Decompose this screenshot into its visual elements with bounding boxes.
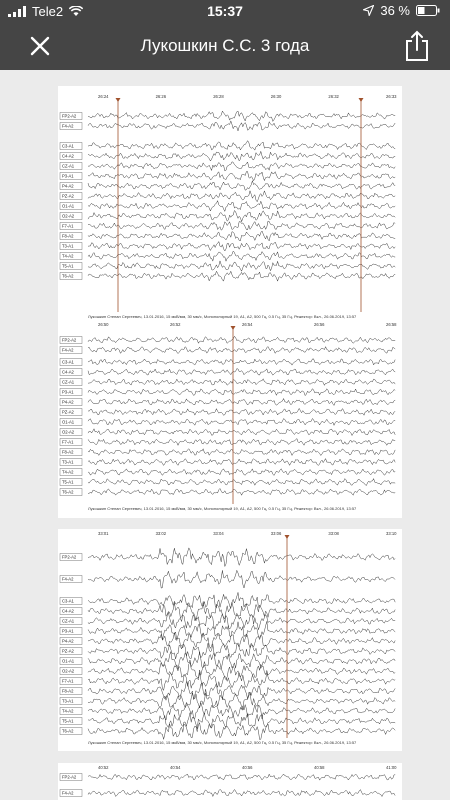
channel-label: C3-A1 xyxy=(62,598,74,604)
share-icon xyxy=(404,30,430,62)
time-mark: 33:08 xyxy=(328,531,339,536)
eeg-trace xyxy=(88,162,395,171)
channel-label: T3-A1 xyxy=(62,243,74,249)
eeg-trace xyxy=(88,121,395,131)
eeg-trace xyxy=(88,261,395,271)
channel-label: P4-A2 xyxy=(62,183,74,189)
event-marker-icon xyxy=(359,98,364,102)
carrier-label: Tele2 xyxy=(32,4,64,19)
channel-label: T6-A2 xyxy=(62,489,74,495)
event-marker-icon xyxy=(116,98,121,102)
eeg-trace xyxy=(88,429,395,436)
close-icon xyxy=(28,34,52,58)
time-mark: 26:28 xyxy=(213,94,224,99)
time-mark: 40:54 xyxy=(170,765,181,770)
channel-label: T3-A1 xyxy=(62,459,74,465)
eeg-trace xyxy=(88,369,395,375)
channel-label: CZ-A1 xyxy=(62,618,75,624)
eeg-trace xyxy=(88,601,395,620)
channel-label: F8-A2 xyxy=(62,449,74,455)
status-bar xyxy=(0,0,450,22)
eeg-trace xyxy=(88,271,395,281)
channel-label: O2-A2 xyxy=(62,668,75,674)
channel-label: FP2-A2 xyxy=(62,774,77,780)
channel-label: O2-A2 xyxy=(62,429,75,435)
eeg-trace xyxy=(88,673,395,691)
eeg-trace xyxy=(88,251,395,261)
channel-label: PZ-A2 xyxy=(62,648,74,654)
eeg-trace xyxy=(88,723,395,740)
channel-label: T3-A1 xyxy=(62,698,74,704)
channel-label: F8-A2 xyxy=(62,688,74,694)
recording-footer: Лукошкин Степан Сергеевич, 13.01.2016, 15 мкВ/мм, 30 мм/с, Монополярный 19, A1, A2, 500 Гц, 0.5 Гц, 35 Гц, Режектор: Вкл., 26.06.2019, 13:57 xyxy=(88,740,357,745)
channel-label: P4-A2 xyxy=(62,399,74,405)
battery-percent: 36 % xyxy=(380,3,410,18)
eeg-trace xyxy=(88,449,395,456)
eeg-trace xyxy=(88,399,395,406)
eeg-trace xyxy=(88,379,395,386)
channel-label: T6-A2 xyxy=(62,273,74,279)
time-mark: 33:10 xyxy=(386,531,397,536)
time-mark: 26:33 xyxy=(386,94,397,99)
channel-label: F4-A2 xyxy=(62,123,74,129)
channel-label: PZ-A2 xyxy=(62,193,74,199)
time-mark: 33:04 xyxy=(213,531,224,536)
eeg-trace xyxy=(88,643,395,659)
eeg-trace xyxy=(88,693,395,711)
event-marker-icon xyxy=(285,535,290,539)
channel-label: O1-A1 xyxy=(62,658,75,664)
channel-label: P3-A1 xyxy=(62,628,74,634)
eeg-trace xyxy=(88,662,395,680)
channel-label: C3-A1 xyxy=(62,143,74,149)
eeg-trace xyxy=(88,141,395,150)
eeg-trace xyxy=(88,789,395,796)
recording-footer: Лукошкин Степан Сергеевич, 13.01.2016, 15 мкВ/мм, 30 мм/с, Монополярный 19, A1, A2, 500 Гц, 0.5 Гц, 35 Гц, Режектор: Вкл., 26.06.2019, 13:57 xyxy=(88,314,357,319)
channel-label: T4-A2 xyxy=(62,708,74,714)
close-button[interactable] xyxy=(28,34,52,58)
location-arrow-icon xyxy=(363,5,374,16)
document-viewer[interactable] xyxy=(0,70,450,800)
eeg-trace xyxy=(88,211,395,222)
document-title: Лукошкин С.С. 3 года xyxy=(140,36,310,55)
share-button[interactable] xyxy=(404,30,430,62)
eeg-page-1 xyxy=(58,86,402,326)
channel-label: P4-A2 xyxy=(62,638,74,644)
eeg-trace xyxy=(88,489,395,496)
channel-label: F4-A2 xyxy=(62,576,74,582)
eeg-trace xyxy=(88,336,395,343)
eeg-trace xyxy=(88,459,395,466)
eeg-page-2 xyxy=(58,320,402,518)
channel-label: PZ-A2 xyxy=(62,409,74,415)
channel-label: F4-A2 xyxy=(62,347,74,353)
eeg-trace xyxy=(88,111,395,121)
channel-label: F4-A2 xyxy=(62,790,74,796)
eeg-trace xyxy=(88,151,395,161)
channel-label: O1-A1 xyxy=(62,203,75,209)
channel-label: CZ-A1 xyxy=(62,163,75,169)
eeg-trace xyxy=(88,652,395,671)
channel-label: O1-A1 xyxy=(62,419,75,425)
eeg-page-3 xyxy=(58,529,402,751)
time-mark: 26:58 xyxy=(386,322,397,327)
channel-label: C4-A2 xyxy=(62,153,74,159)
eeg-trace xyxy=(88,479,395,486)
time-mark: 41:00 xyxy=(386,765,397,770)
channel-label: F8-A2 xyxy=(62,233,74,239)
eeg-trace xyxy=(88,439,395,446)
channel-label: T6-A2 xyxy=(62,728,74,734)
time-mark: 26:26 xyxy=(155,94,167,99)
eeg-trace xyxy=(88,592,395,608)
eeg-trace xyxy=(88,469,395,476)
eeg-trace xyxy=(88,612,395,629)
time-mark: 26:24 xyxy=(98,94,109,99)
eeg-recording-2 xyxy=(58,320,402,518)
eeg-trace xyxy=(88,359,395,365)
channel-label: P3-A1 xyxy=(62,389,74,395)
eeg-trace xyxy=(88,347,395,354)
channel-label: FP2-A2 xyxy=(62,554,77,560)
navigation-bar xyxy=(0,22,450,70)
channel-label: O2-A2 xyxy=(62,213,75,219)
channel-label: C4-A2 xyxy=(62,369,74,375)
channel-label: F7-A1 xyxy=(62,223,74,229)
channel-label: C4-A2 xyxy=(62,608,74,614)
eeg-trace xyxy=(88,548,395,567)
channel-label: T5-A1 xyxy=(62,718,74,724)
channel-label: FP2-A2 xyxy=(62,337,77,343)
time-mark: 26:32 xyxy=(328,94,339,99)
time-mark: 40:52 xyxy=(98,765,109,770)
eeg-trace xyxy=(88,389,395,396)
eeg-trace xyxy=(88,570,395,588)
channel-label: T4-A2 xyxy=(62,253,74,259)
channel-label: F7-A1 xyxy=(62,678,74,684)
channel-label: C3-A1 xyxy=(62,359,74,365)
event-marker-icon xyxy=(231,326,236,330)
channel-label: FP2-A2 xyxy=(62,113,77,119)
eeg-recording-4 xyxy=(58,763,402,800)
eeg-trace xyxy=(88,419,395,426)
channel-label: P3-A1 xyxy=(62,173,74,179)
time-mark: 26:30 xyxy=(270,94,282,99)
eeg-trace xyxy=(88,621,395,640)
eeg-recording-3 xyxy=(58,529,402,751)
channel-label: T4-A2 xyxy=(62,469,74,475)
eeg-trace xyxy=(88,682,395,700)
channel-label: F7-A1 xyxy=(62,439,74,445)
channel-label: CZ-A1 xyxy=(62,379,75,385)
time-mark: 40:56 xyxy=(242,765,253,770)
time-mark: 33:06 xyxy=(270,531,282,536)
time-mark: 26:54 xyxy=(242,322,253,327)
time-mark: 26:52 xyxy=(170,322,181,327)
eeg-trace xyxy=(88,221,395,230)
eeg-trace xyxy=(88,713,395,729)
eeg-trace xyxy=(88,633,395,649)
eeg-page-4 xyxy=(58,763,402,800)
eeg-trace xyxy=(88,181,395,191)
time-mark: 33:01 xyxy=(98,531,109,536)
eeg-trace xyxy=(88,242,395,252)
battery-icon xyxy=(416,5,440,16)
eeg-trace xyxy=(88,408,395,415)
status-right xyxy=(363,3,440,18)
clock: 15:37 xyxy=(207,3,243,19)
time-mark: 40:58 xyxy=(314,765,325,770)
eeg-trace xyxy=(88,201,395,212)
eeg-trace xyxy=(88,172,395,181)
eeg-trace xyxy=(88,231,395,241)
time-mark: 26:50 xyxy=(98,322,109,327)
recording-footer: Лукошкин Степан Сергеевич, 13.01.2016, 15 мкВ/мм, 30 мм/с, Монополярный 19, A1, A2, 500 Гц, 0.5 Гц, 35 Гц, Режектор: Вкл., 26.06.2019, 13:57 xyxy=(88,506,357,511)
time-mark: 26:56 xyxy=(314,322,325,327)
channel-label: T5-A1 xyxy=(62,263,74,269)
eeg-trace xyxy=(88,774,395,780)
eeg-trace xyxy=(88,191,395,202)
channel-label: T5-A1 xyxy=(62,479,74,485)
time-mark: 33:02 xyxy=(155,531,167,536)
eeg-recording-1 xyxy=(58,86,402,326)
